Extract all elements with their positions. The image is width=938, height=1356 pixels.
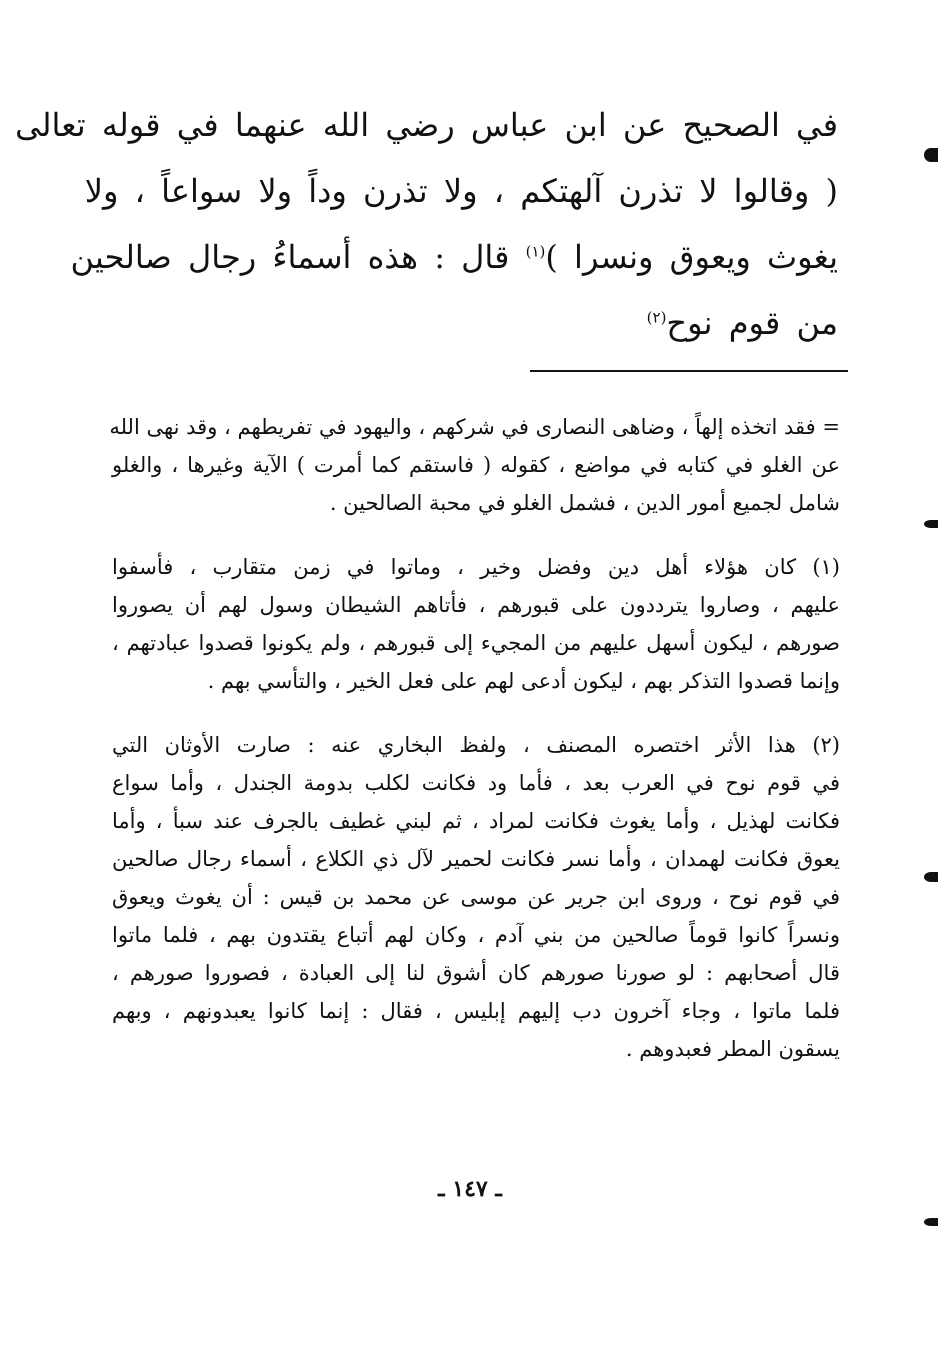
- footnote-line: يسقون المطر فعبدوهم .: [625, 1037, 840, 1061]
- main-text-line: ( وقالوا لا تذرن آلهتكم ، ولا تذرن وداً ولا سواعاً ، ولا: [84, 172, 838, 210]
- footnote-continuation: [109, 408, 840, 522]
- footnote-separator: [530, 370, 848, 372]
- main-text-line-part: قال : هذه أسماءُ رجال صالحين: [70, 238, 510, 276]
- footnote-line: (١) كان هؤلاء أهل دين وفضل وخير ، وماتوا في زمن متقارب ، فأسفوا: [112, 555, 840, 579]
- footnote-line: عن الغلو في كتابه في مواضع ، كقوله ( فاستقم كما أمرت ) الآية وغيرها ، والغلو: [112, 453, 840, 477]
- footnote-1: [112, 548, 840, 700]
- footnote-2: [112, 726, 840, 1068]
- footnote-line: يعوق فكانت لهمدان ، وأما نسر فكانت لحمير لآل ذي الكلاع ، أسماء رجال صالحين: [112, 847, 840, 871]
- binding-mark: [924, 520, 938, 528]
- footnote-line: عليهم ، وصاروا يترددون على قبورهم ، فأتاهم الشيطان وسول لهم أن يصوروا: [112, 593, 840, 617]
- page-number: ـ ١٤٧ ـ: [438, 1176, 502, 1202]
- binding-mark: [924, 148, 938, 162]
- footnote-line: في قوم نوح ، وروى ابن جرير عن موسى عن محمد بن قيس : أن يغوث ويعوق: [112, 885, 840, 909]
- main-text-line: في الصحيح عن ابن عباس رضي الله عنهما في قوله تعالى: [15, 106, 838, 144]
- main-text-line-part: من قوم نوح: [666, 304, 838, 342]
- main-text: [15, 92, 838, 356]
- footnote-marker-2: (٢): [646, 308, 667, 327]
- footnote-line: ونسراً كانوا قوماً صالحين من بني آدم ، وكان لهم أتباع يقتدون بهم ، فلما ماتوا: [112, 923, 840, 947]
- footnote-line: شامل لجميع أمور الدين ، فشمل الغلو في محبة الصالحين .: [329, 491, 840, 515]
- footnote-line: في قوم نوح في العرب بعد ، فأما ود فكانت لكلب بدومة الجندل ، وأما سواع: [112, 771, 840, 795]
- footnote-marker-1: (١): [525, 242, 546, 261]
- footnote-line: فكانت لهذيل ، وأما يغوث فكانت لمراد ، ثم لبني غطيف بالجرف عند سبأ ، وأما: [112, 809, 840, 833]
- footnote-line: وإنما قصدوا التذكر بهم ، ليكون أدعى لهم على فعل الخير ، والتأسي بهم .: [207, 669, 840, 693]
- footnote-line: قال أصحابهم : لو صورنا صورهم كان أشوق لنا إلى العبادة ، فصوروا صورهم ،: [112, 961, 840, 985]
- footnote-line: فلما ماتوا ، وجاء آخرون دب إليهم إبليس ، فقال : إنما كانوا يعبدونهم ، وبهم: [112, 999, 840, 1023]
- footnote-line: = فقد اتخذه إلهاً ، وضاهى النصارى في شركهم ، واليهود في تفريطهم ، وقد نهى الله: [109, 415, 840, 439]
- main-text-line-part: يغوث ويعوق ونسرا ): [545, 238, 838, 276]
- binding-mark: [924, 872, 938, 882]
- footnote-line: صورهم ، ليكون أسهل عليهم من المجيء إلى قبورهم ، ولم يكونوا قصدوا عبادتهم ،: [112, 631, 840, 655]
- footnote-line: (٢) هذا الأثر اختصره المصنف ، ولفظ البخاري عنه : صارت الأوثان التي: [112, 733, 840, 757]
- footnotes: [109, 408, 840, 1094]
- main-text-line: [112, 290, 838, 356]
- main-text-line: [70, 224, 838, 290]
- binding-mark: [924, 1218, 938, 1226]
